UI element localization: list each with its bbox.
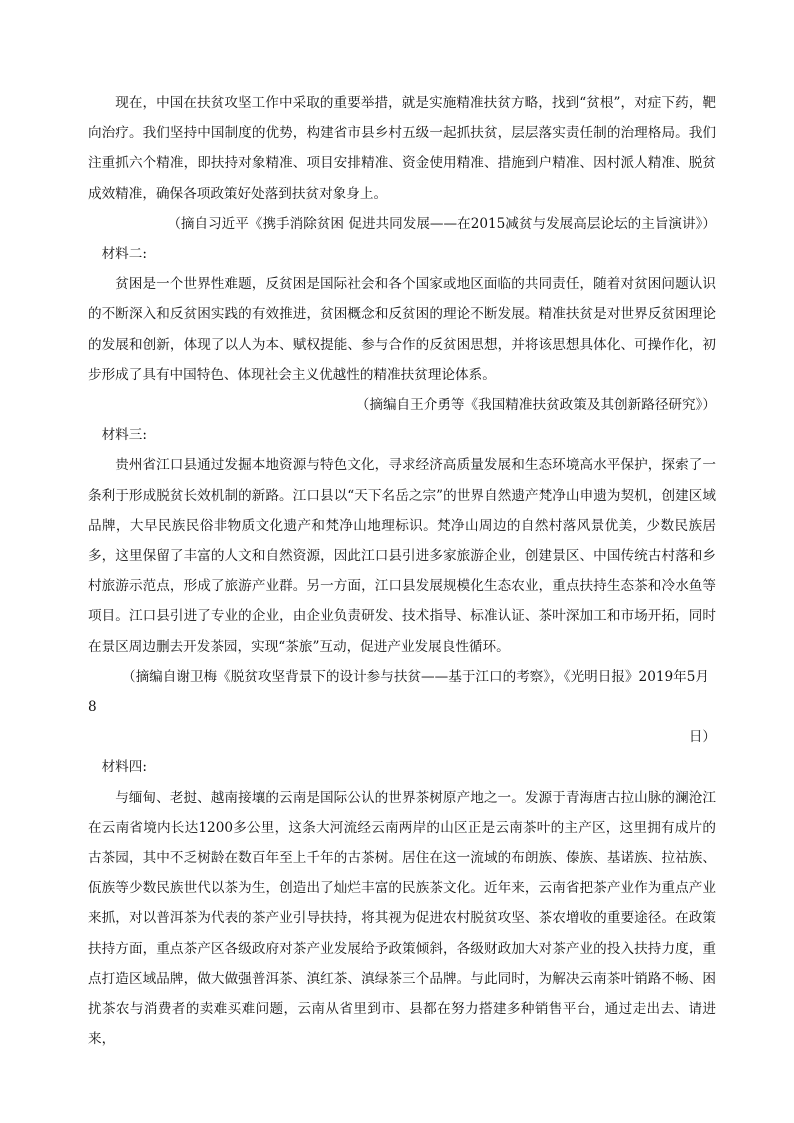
material4-body: 与缅甸、老挝、越南接壤的云南是国际公认的世界茶树原产地之一。发源于青海唐古拉山脉的澜沧江在云南省境内长达1200多公里，这条大河流经云南两岸的山区正是云南茶叶的主产区，这里拥有成片的古茶园，其中不乏树龄在数百年至上千年的古茶树。居住在这一流域的布朗族、傣族、基诺族、拉祜族、佤族等少数民族世代以茶为生，创造出了灿烂丰富的民族茶文化。近年来，云南省把茶产业作为重点产业来抓，对以普洱茶为代表的茶产业引导扶持，将其视为促进农村脱贫攻坚、茶农增收的重要途径。在政策扶持方面，重点茶产区各级政府对茶产业发展给予政策倾斜，各级财政加大对茶产业的投入扶持力度，重点打造区域品牌，做大做强普洱茶、滇红茶、滇绿茶三个品牌。与此同时，为解决云南茶叶销路不畅、困扰茶农与消费者的卖难买难问题，云南从省里到市、县都在努力搭建多种销售平台，通过走出去、请进来， (88, 789, 716, 1048)
material2-source: （摘编自王介勇等《我国精准扶贫政策及其创新路径研究》） (355, 397, 716, 414)
material2-body: 贫困是一个世界性难题，反贫困是国际社会和各个国家或地区面临的共同责任，随着对贫困问题认识的不断深入和反贫困实践的有效推进，贫困概念和反贫困的理论不断发展。精准扶贫是对世界反贫困理论的发展和创新，体现了以人为本、赋权提能、参与合作的反贫困思想，并将该思想具体化、可操作化，初步形成了具有中国特色、体现社会主义优越性的精准扶贫理论体系。 (88, 276, 716, 383)
material2-label: 材料二: (101, 246, 147, 263)
document-page (88, 88, 716, 1055)
material3-body: 贵州省江口县通过发掘本地资源与特色文化，寻求经济高质量发展和生态环境高水平保护，探索了一条利于形成脱贫长效机制的新路。江口县以“天下名岳之宗”的世界自然遗产梵净山申遗为契机，创建区域品牌，大早民族民俗非物质文化遗产和梵净山地理标识。梵净山周边的自然村落风景优美，少数民族居多，这里保留了丰富的人文和自然资源，因此江口县引进多家旅游企业，创建景区、中国传统古村落和乡村旅游示范点，形成了旅游产业群。另一方面，江口县发展规模化生态农业，重点扶持生态茶和冷水鱼等项目。江口县引进了专业的企业，由企业负责研发、技术指导、标准认证、茶叶深加工和市场开拓，同时在景区周边删去开发茶园，实现“茶旅”互动，促进产业发展良性循环。 (88, 457, 716, 655)
material3-source-line2: 日） (688, 729, 716, 746)
material3-label: 材料三: (101, 427, 147, 444)
material1-source: （摘自习近平《携手消除贫困 促进共同发展——在2015减贫与发展高层论坛的主旨演讲》） (167, 215, 716, 232)
material3-source-line1: （摘编自谢卫梅《脱贫攻坚背景下的设计参与扶贫——基于江口的考察》，《光明日报》2019年5月8 (88, 668, 709, 716)
material4-label: 材料四: (101, 759, 147, 776)
material1-body: 现在，中国在扶贫攻坚工作中采取的重要举措，就是实施精准扶贫方略，找到“贫根”，对症下药，靶向治疗。我们坚持中国制度的优势，构建省市县乡村五级一起抓扶贫，层层落实责任制的治理格局。我们注重抓六个精准，即扶持对象精准、项目安排精准、资金使用精准、措施到户精准、因村派人精准、脱贫成效精准，确保各项政策好处落到扶贫对象身上。 (88, 95, 716, 202)
